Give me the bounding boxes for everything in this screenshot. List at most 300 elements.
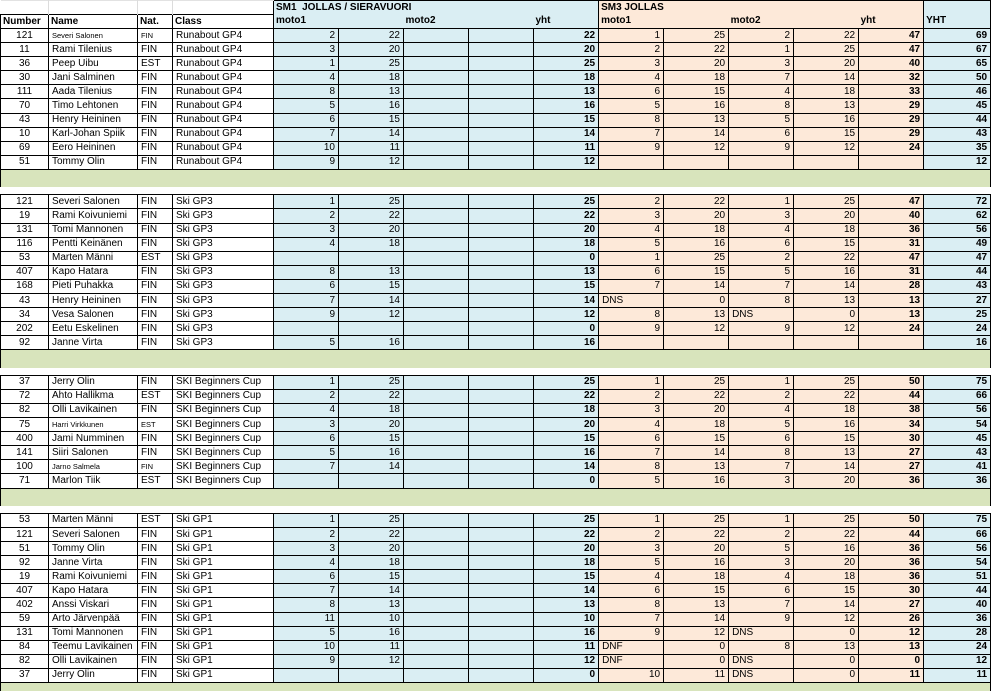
- sm1-moto2-pts[interactable]: [469, 85, 534, 99]
- sm3-moto2-pos[interactable]: 2: [729, 251, 794, 265]
- sm1-moto2-pts[interactable]: [469, 446, 534, 460]
- cell-total[interactable]: 54: [924, 556, 991, 570]
- sm1-moto2-pos[interactable]: [404, 474, 469, 488]
- cell-class[interactable]: Ski GP3: [173, 237, 274, 251]
- cell-name[interactable]: Tomi Mannonen: [49, 626, 138, 640]
- sm1-moto1-pos[interactable]: 9: [274, 308, 339, 322]
- cell-name[interactable]: Marten Männi: [49, 513, 138, 527]
- sm1-moto2-pos[interactable]: [404, 113, 469, 127]
- cell-name[interactable]: Kapo Hatara: [49, 584, 138, 598]
- sm3-moto1-pts[interactable]: 14: [664, 446, 729, 460]
- sm1-yht[interactable]: 13: [534, 598, 599, 612]
- cell-name[interactable]: Marlon Tiik: [49, 474, 138, 488]
- sm3-moto2-pts[interactable]: 13: [794, 99, 859, 113]
- sm3-moto1-pts[interactable]: 18: [664, 223, 729, 237]
- sm1-moto2-pts[interactable]: [469, 584, 534, 598]
- sm1-moto1-pts[interactable]: 13: [339, 265, 404, 279]
- sm3-moto1-pos[interactable]: 6: [599, 265, 664, 279]
- cell-total[interactable]: 69: [924, 29, 991, 43]
- sm3-moto2-pos[interactable]: DNS: [729, 308, 794, 322]
- cell-nat[interactable]: FIN: [138, 195, 173, 209]
- sm1-yht[interactable]: 11: [534, 141, 599, 155]
- sm1-moto1-pts[interactable]: [339, 474, 404, 488]
- sm1-moto1-pts[interactable]: 22: [339, 29, 404, 43]
- sm1-moto2-pts[interactable]: [469, 237, 534, 251]
- sm1-moto1-pos[interactable]: 10: [274, 141, 339, 155]
- col-header-nat[interactable]: Nat.: [138, 15, 173, 29]
- cell-name[interactable]: Marten Männi: [49, 251, 138, 265]
- cell-name[interactable]: Severi Salonen: [49, 195, 138, 209]
- sm3-yht[interactable]: 40: [859, 57, 924, 71]
- cell-total[interactable]: 45: [924, 99, 991, 113]
- sm3-moto2-pos[interactable]: 5: [729, 113, 794, 127]
- sm3-moto1-pos[interactable]: 1: [599, 29, 664, 43]
- sm3-yht[interactable]: 36: [859, 556, 924, 570]
- sm3-yht[interactable]: 24: [859, 141, 924, 155]
- col-header-name[interactable]: Name: [49, 15, 138, 29]
- sm1-moto1-pts[interactable]: 25: [339, 195, 404, 209]
- sm1-yht[interactable]: 0: [534, 474, 599, 488]
- sm3-moto2-pts[interactable]: 18: [794, 570, 859, 584]
- cell-total[interactable]: 41: [924, 460, 991, 474]
- cell-number[interactable]: 168: [1, 279, 49, 293]
- sm1-moto2-pos[interactable]: [404, 251, 469, 265]
- cell-class[interactable]: SKI Beginners Cup: [173, 403, 274, 417]
- sm1-moto1-pts[interactable]: 14: [339, 127, 404, 141]
- sm3-moto2-pos[interactable]: 3: [729, 209, 794, 223]
- sm1-moto2-pts[interactable]: [469, 113, 534, 127]
- cell-total[interactable]: 46: [924, 85, 991, 99]
- cell-total[interactable]: 44: [924, 265, 991, 279]
- cell-nat[interactable]: FIN: [138, 85, 173, 99]
- sm3-moto1-pts[interactable]: 13: [664, 308, 729, 322]
- sm3-moto2-pos[interactable]: 6: [729, 584, 794, 598]
- sm3-moto2-pos[interactable]: 9: [729, 612, 794, 626]
- cell-class[interactable]: SKI Beginners Cup: [173, 474, 274, 488]
- sm3-yht[interactable]: 36: [859, 223, 924, 237]
- cell-name[interactable]: Vesa Salonen: [49, 308, 138, 322]
- sm3-yht[interactable]: 36: [859, 542, 924, 556]
- cell-class[interactable]: SKI Beginners Cup: [173, 432, 274, 446]
- cell-nat[interactable]: FIN: [138, 432, 173, 446]
- cell-nat[interactable]: FIN: [138, 570, 173, 584]
- sm1-moto2-pts[interactable]: [469, 336, 534, 350]
- sm3-moto2-pos[interactable]: 3: [729, 57, 794, 71]
- cell-nat[interactable]: FIN: [138, 446, 173, 460]
- cell-total[interactable]: 67: [924, 43, 991, 57]
- sm1-yht[interactable]: 12: [534, 155, 599, 169]
- sm1-moto1-pts[interactable]: 18: [339, 71, 404, 85]
- sm3-moto2-pts[interactable]: 0: [794, 668, 859, 682]
- sm1-moto1-pts[interactable]: 20: [339, 418, 404, 432]
- empty-cell[interactable]: [49, 1, 138, 15]
- sm3-moto2-pos[interactable]: 8: [729, 446, 794, 460]
- sm1-moto2-pos[interactable]: [404, 308, 469, 322]
- sm3-yht[interactable]: 36: [859, 570, 924, 584]
- sm3-yht[interactable]: 38: [859, 403, 924, 417]
- sm1-moto1-pos[interactable]: 2: [274, 209, 339, 223]
- sm3-moto1-pos[interactable]: 6: [599, 432, 664, 446]
- sm1-moto1-pts[interactable]: 18: [339, 237, 404, 251]
- cell-nat[interactable]: FIN: [138, 375, 173, 389]
- sm3-yht[interactable]: 27: [859, 446, 924, 460]
- sm1-moto2-pos[interactable]: [404, 570, 469, 584]
- sm1-yht[interactable]: 18: [534, 71, 599, 85]
- sm3-moto2-pts[interactable]: 25: [794, 43, 859, 57]
- sm3-moto2-pts[interactable]: 0: [794, 308, 859, 322]
- sm1-moto1-pts[interactable]: [339, 322, 404, 336]
- cell-total[interactable]: 44: [924, 584, 991, 598]
- sm1-moto2-pos[interactable]: [404, 57, 469, 71]
- sm3-moto1-pts[interactable]: 20: [664, 57, 729, 71]
- sm1-moto1-pos[interactable]: [274, 474, 339, 488]
- cell-class[interactable]: Ski GP3: [173, 209, 274, 223]
- cell-name[interactable]: Tommy Olin: [49, 155, 138, 169]
- sm1-moto2-pts[interactable]: [469, 389, 534, 403]
- sm1-yht[interactable]: 15: [534, 432, 599, 446]
- sm3-moto2-pos[interactable]: 5: [729, 542, 794, 556]
- sm1-moto2-pts[interactable]: [469, 209, 534, 223]
- sm1-moto1-pos[interactable]: 4: [274, 71, 339, 85]
- sm1-moto2-pts[interactable]: [469, 570, 534, 584]
- sm3-moto2-pts[interactable]: 14: [794, 71, 859, 85]
- cell-class[interactable]: Ski GP1: [173, 527, 274, 541]
- sm3-moto1-pts[interactable]: 14: [664, 127, 729, 141]
- sm1-moto1-pos[interactable]: 5: [274, 626, 339, 640]
- cell-name[interactable]: Rami Koivuniemi: [49, 209, 138, 223]
- cell-name[interactable]: Timo Lehtonen: [49, 99, 138, 113]
- sm3-moto1-pts[interactable]: 12: [664, 141, 729, 155]
- sm3-moto1-pts[interactable]: 15: [664, 584, 729, 598]
- cell-number[interactable]: 34: [1, 308, 49, 322]
- cell-total[interactable]: 12: [924, 654, 991, 668]
- cell-class[interactable]: Ski GP1: [173, 626, 274, 640]
- cell-total[interactable]: 75: [924, 375, 991, 389]
- cell-nat[interactable]: FIN: [138, 127, 173, 141]
- sm3-yht[interactable]: 32: [859, 71, 924, 85]
- sm3-moto1-pts[interactable]: 20: [664, 403, 729, 417]
- sm1-moto2-pos[interactable]: [404, 336, 469, 350]
- sm1-moto2-pos[interactable]: [404, 612, 469, 626]
- sm1-yht[interactable]: 25: [534, 195, 599, 209]
- sm3-yht[interactable]: 47: [859, 251, 924, 265]
- sm1-moto1-pos[interactable]: 6: [274, 279, 339, 293]
- sm3-moto2-pts[interactable]: [794, 336, 859, 350]
- cell-number[interactable]: 11: [1, 43, 49, 57]
- cell-total[interactable]: 62: [924, 209, 991, 223]
- cell-total[interactable]: 40: [924, 598, 991, 612]
- cell-name[interactable]: Jerry Olin: [49, 375, 138, 389]
- sm1-moto1-pts[interactable]: 15: [339, 279, 404, 293]
- sm3-moto1-pts[interactable]: 12: [664, 626, 729, 640]
- sm1-moto2-header[interactable]: moto2: [404, 15, 469, 29]
- sm3-moto1-pts[interactable]: 14: [664, 279, 729, 293]
- sm3-yht[interactable]: 30: [859, 432, 924, 446]
- sm1-moto2-pts[interactable]: [469, 195, 534, 209]
- sm3-yht[interactable]: 13: [859, 293, 924, 307]
- sm3-moto2-pos[interactable]: 7: [729, 598, 794, 612]
- sm1-yht[interactable]: 20: [534, 418, 599, 432]
- cell-nat[interactable]: EST: [138, 474, 173, 488]
- sm3-moto1-pos[interactable]: 7: [599, 279, 664, 293]
- cell-name[interactable]: Olli Lavikainen: [49, 403, 138, 417]
- sm1-yht[interactable]: 18: [534, 237, 599, 251]
- cell-number[interactable]: 37: [1, 668, 49, 682]
- sm1-moto1-pos[interactable]: 7: [274, 584, 339, 598]
- sm3-moto2-pos[interactable]: 1: [729, 375, 794, 389]
- cell-number[interactable]: 121: [1, 29, 49, 43]
- empty-cell[interactable]: [1, 1, 49, 15]
- sm1-moto1-pts[interactable]: 14: [339, 584, 404, 598]
- cell-name[interactable]: Siiri Salonen: [49, 446, 138, 460]
- sm3-moto1-pts[interactable]: 18: [664, 71, 729, 85]
- cell-total[interactable]: 24: [924, 322, 991, 336]
- cell-number[interactable]: 84: [1, 640, 49, 654]
- sm1-yht[interactable]: 25: [534, 513, 599, 527]
- sm3-moto1-pos[interactable]: 5: [599, 556, 664, 570]
- grand-total-column-header[interactable]: YHT: [924, 1, 991, 29]
- sm1-yht[interactable]: 13: [534, 265, 599, 279]
- sm3-moto1-pos[interactable]: 4: [599, 418, 664, 432]
- sm1-yht[interactable]: 20: [534, 223, 599, 237]
- cell-nat[interactable]: FIN: [138, 556, 173, 570]
- sm3-moto1-pos[interactable]: 1: [599, 375, 664, 389]
- sm3-moto1-pos[interactable]: 7: [599, 446, 664, 460]
- cell-total[interactable]: 43: [924, 279, 991, 293]
- sm3-moto1-pos[interactable]: DNF: [599, 654, 664, 668]
- cell-number[interactable]: 53: [1, 513, 49, 527]
- sm3-moto2-header[interactable]: moto2: [729, 15, 794, 29]
- sm3-moto1-pos[interactable]: 8: [599, 113, 664, 127]
- cell-number[interactable]: 51: [1, 542, 49, 556]
- sm1-moto2-pts[interactable]: [469, 43, 534, 57]
- sm3-yht[interactable]: 29: [859, 113, 924, 127]
- cell-class[interactable]: SKI Beginners Cup: [173, 375, 274, 389]
- sm3-yht[interactable]: 47: [859, 43, 924, 57]
- cell-number[interactable]: 131: [1, 223, 49, 237]
- sm3-yht[interactable]: 31: [859, 265, 924, 279]
- cell-nat[interactable]: EST: [138, 389, 173, 403]
- sm3-moto2-pos[interactable]: 7: [729, 460, 794, 474]
- sm3-yht[interactable]: 13: [859, 308, 924, 322]
- sm3-moto2-pos[interactable]: 1: [729, 513, 794, 527]
- sm1-moto2-pos[interactable]: [404, 556, 469, 570]
- cell-total[interactable]: 54: [924, 418, 991, 432]
- cell-name[interactable]: Henry Heininen: [49, 293, 138, 307]
- cell-class[interactable]: Runabout GP4: [173, 127, 274, 141]
- cell-nat[interactable]: FIN: [138, 43, 173, 57]
- sm1-moto1-pos[interactable]: 7: [274, 127, 339, 141]
- sm1-yht[interactable]: 14: [534, 293, 599, 307]
- sm3-moto1-pts[interactable]: 22: [664, 389, 729, 403]
- empty-cell[interactable]: [664, 15, 729, 29]
- sm1-yht[interactable]: 20: [534, 43, 599, 57]
- sm1-moto1-pts[interactable]: 18: [339, 403, 404, 417]
- sm1-event-header[interactable]: SM1 JOLLAS / SIERAVUORI: [274, 1, 599, 15]
- sm1-moto2-pts[interactable]: [469, 57, 534, 71]
- sm1-moto1-pts[interactable]: 25: [339, 57, 404, 71]
- sm3-moto1-pos[interactable]: 9: [599, 626, 664, 640]
- sm3-moto1-pts[interactable]: 13: [664, 598, 729, 612]
- sm1-moto1-pts[interactable]: 16: [339, 626, 404, 640]
- sm1-yht[interactable]: 18: [534, 403, 599, 417]
- sm1-moto1-pos[interactable]: 5: [274, 446, 339, 460]
- sm3-moto2-pts[interactable]: 15: [794, 432, 859, 446]
- sm3-yht[interactable]: 30: [859, 584, 924, 598]
- cell-number[interactable]: 53: [1, 251, 49, 265]
- cell-total[interactable]: 75: [924, 513, 991, 527]
- sm1-moto2-pos[interactable]: [404, 237, 469, 251]
- sm1-yht[interactable]: 16: [534, 446, 599, 460]
- sm1-moto2-pos[interactable]: [404, 141, 469, 155]
- col-header-class[interactable]: Class: [173, 15, 274, 29]
- sm1-moto1-pts[interactable]: 22: [339, 527, 404, 541]
- sm3-moto1-pts[interactable]: [664, 336, 729, 350]
- cell-nat[interactable]: FIN: [138, 99, 173, 113]
- sm1-moto1-pts[interactable]: 15: [339, 432, 404, 446]
- cell-name[interactable]: Jerry Olin: [49, 668, 138, 682]
- sm1-moto1-pos[interactable]: 1: [274, 513, 339, 527]
- sm1-yht[interactable]: 13: [534, 85, 599, 99]
- sm1-moto2-pos[interactable]: [404, 432, 469, 446]
- sm3-moto1-pos[interactable]: DNS: [599, 293, 664, 307]
- sm1-moto1-pts[interactable]: 13: [339, 85, 404, 99]
- sm1-yht[interactable]: 16: [534, 336, 599, 350]
- sm1-moto2-pos[interactable]: [404, 668, 469, 682]
- cell-number[interactable]: 82: [1, 654, 49, 668]
- cell-name[interactable]: Teemu Lavikainen: [49, 640, 138, 654]
- sm3-moto2-pos[interactable]: 8: [729, 99, 794, 113]
- cell-number[interactable]: 131: [1, 626, 49, 640]
- cell-name[interactable]: Janne Virta: [49, 336, 138, 350]
- sm3-moto2-pts[interactable]: 14: [794, 460, 859, 474]
- sm1-moto2-pos[interactable]: [404, 403, 469, 417]
- sm3-yht-header[interactable]: yht: [859, 15, 924, 29]
- sm3-moto1-pos[interactable]: 8: [599, 598, 664, 612]
- sm1-moto2-pos[interactable]: [404, 322, 469, 336]
- sm1-moto2-pos[interactable]: [404, 375, 469, 389]
- sm3-moto1-pts[interactable]: 0: [664, 640, 729, 654]
- sm1-yht[interactable]: 14: [534, 460, 599, 474]
- sm1-moto1-pos[interactable]: 8: [274, 598, 339, 612]
- sm1-moto2-pos[interactable]: [404, 527, 469, 541]
- sm3-moto1-pos[interactable]: 6: [599, 85, 664, 99]
- sm3-moto2-pts[interactable]: 20: [794, 474, 859, 488]
- cell-name[interactable]: Eero Heininen: [49, 141, 138, 155]
- sm3-moto1-pos[interactable]: 3: [599, 57, 664, 71]
- sm3-moto1-pos[interactable]: 3: [599, 209, 664, 223]
- cell-class[interactable]: Ski GP1: [173, 668, 274, 682]
- sm3-moto1-pos[interactable]: 10: [599, 668, 664, 682]
- sm3-moto1-pos[interactable]: 1: [599, 251, 664, 265]
- cell-number[interactable]: 43: [1, 293, 49, 307]
- cell-number[interactable]: 69: [1, 141, 49, 155]
- sm3-moto2-pts[interactable]: 16: [794, 418, 859, 432]
- sm1-yht[interactable]: 14: [534, 584, 599, 598]
- sm3-moto2-pos[interactable]: 2: [729, 527, 794, 541]
- cell-class[interactable]: Ski GP3: [173, 322, 274, 336]
- cell-class[interactable]: SKI Beginners Cup: [173, 446, 274, 460]
- sm1-yht[interactable]: 0: [534, 322, 599, 336]
- sm1-moto1-pos[interactable]: 6: [274, 113, 339, 127]
- cell-number[interactable]: 36: [1, 57, 49, 71]
- cell-total[interactable]: 56: [924, 542, 991, 556]
- sm3-moto2-pos[interactable]: [729, 155, 794, 169]
- cell-class[interactable]: SKI Beginners Cup: [173, 389, 274, 403]
- sm1-moto2-pts[interactable]: [469, 668, 534, 682]
- sm1-yht[interactable]: 15: [534, 570, 599, 584]
- sm1-yht[interactable]: 10: [534, 612, 599, 626]
- sm1-moto1-pts[interactable]: 12: [339, 308, 404, 322]
- sm1-moto2-pos[interactable]: [404, 223, 469, 237]
- cell-class[interactable]: Ski GP1: [173, 556, 274, 570]
- sm3-yht[interactable]: 50: [859, 375, 924, 389]
- cell-number[interactable]: 202: [1, 322, 49, 336]
- sm1-moto1-pos[interactable]: 9: [274, 155, 339, 169]
- sm1-moto2-pos[interactable]: [404, 446, 469, 460]
- sm1-moto2-pts[interactable]: [469, 375, 534, 389]
- sm1-moto1-pts[interactable]: 20: [339, 542, 404, 556]
- empty-cell[interactable]: [794, 15, 859, 29]
- sm3-moto2-pos[interactable]: 4: [729, 85, 794, 99]
- sm1-moto1-pos[interactable]: 4: [274, 556, 339, 570]
- sm3-yht[interactable]: 33: [859, 85, 924, 99]
- sm1-moto1-pos[interactable]: 8: [274, 85, 339, 99]
- cell-nat[interactable]: FIN: [138, 293, 173, 307]
- sm3-moto1-pts[interactable]: 25: [664, 513, 729, 527]
- sm1-moto2-pos[interactable]: [404, 43, 469, 57]
- sm3-moto1-pts[interactable]: 16: [664, 237, 729, 251]
- sm3-yht[interactable]: [859, 155, 924, 169]
- sm3-moto2-pos[interactable]: 3: [729, 556, 794, 570]
- sm3-moto1-pos[interactable]: 7: [599, 612, 664, 626]
- cell-number[interactable]: 407: [1, 265, 49, 279]
- sm1-yht[interactable]: 16: [534, 626, 599, 640]
- sm3-moto1-pts[interactable]: 11: [664, 668, 729, 682]
- sm3-moto2-pts[interactable]: 22: [794, 29, 859, 43]
- sm3-moto2-pos[interactable]: 6: [729, 237, 794, 251]
- cell-number[interactable]: 19: [1, 209, 49, 223]
- sm1-yht[interactable]: 22: [534, 209, 599, 223]
- sm3-moto1-pos[interactable]: 2: [599, 389, 664, 403]
- sm3-moto1-pts[interactable]: 14: [664, 612, 729, 626]
- cell-number[interactable]: 116: [1, 237, 49, 251]
- cell-number[interactable]: 92: [1, 556, 49, 570]
- sm3-moto2-pts[interactable]: 14: [794, 279, 859, 293]
- sm3-moto1-pts[interactable]: 22: [664, 527, 729, 541]
- col-header-number[interactable]: Number: [1, 15, 49, 29]
- cell-class[interactable]: Ski GP3: [173, 279, 274, 293]
- sm1-yht[interactable]: 16: [534, 99, 599, 113]
- cell-nat[interactable]: EST: [138, 513, 173, 527]
- cell-number[interactable]: 121: [1, 195, 49, 209]
- sm1-yht[interactable]: 22: [534, 29, 599, 43]
- sm3-moto2-pts[interactable]: 14: [794, 598, 859, 612]
- sm1-moto1-pts[interactable]: 22: [339, 209, 404, 223]
- cell-nat[interactable]: FIN: [138, 141, 173, 155]
- sm3-moto2-pos[interactable]: 8: [729, 293, 794, 307]
- sm3-moto2-pts[interactable]: 18: [794, 403, 859, 417]
- sm3-yht[interactable]: 27: [859, 598, 924, 612]
- sm3-moto1-pos[interactable]: 2: [599, 43, 664, 57]
- cell-name[interactable]: Jani Salminen: [49, 71, 138, 85]
- cell-number[interactable]: 71: [1, 474, 49, 488]
- sm3-moto1-pos[interactable]: 2: [599, 527, 664, 541]
- cell-total[interactable]: 66: [924, 527, 991, 541]
- cell-class[interactable]: Ski GP3: [173, 293, 274, 307]
- sm1-moto1-pos[interactable]: 1: [274, 375, 339, 389]
- cell-total[interactable]: 36: [924, 474, 991, 488]
